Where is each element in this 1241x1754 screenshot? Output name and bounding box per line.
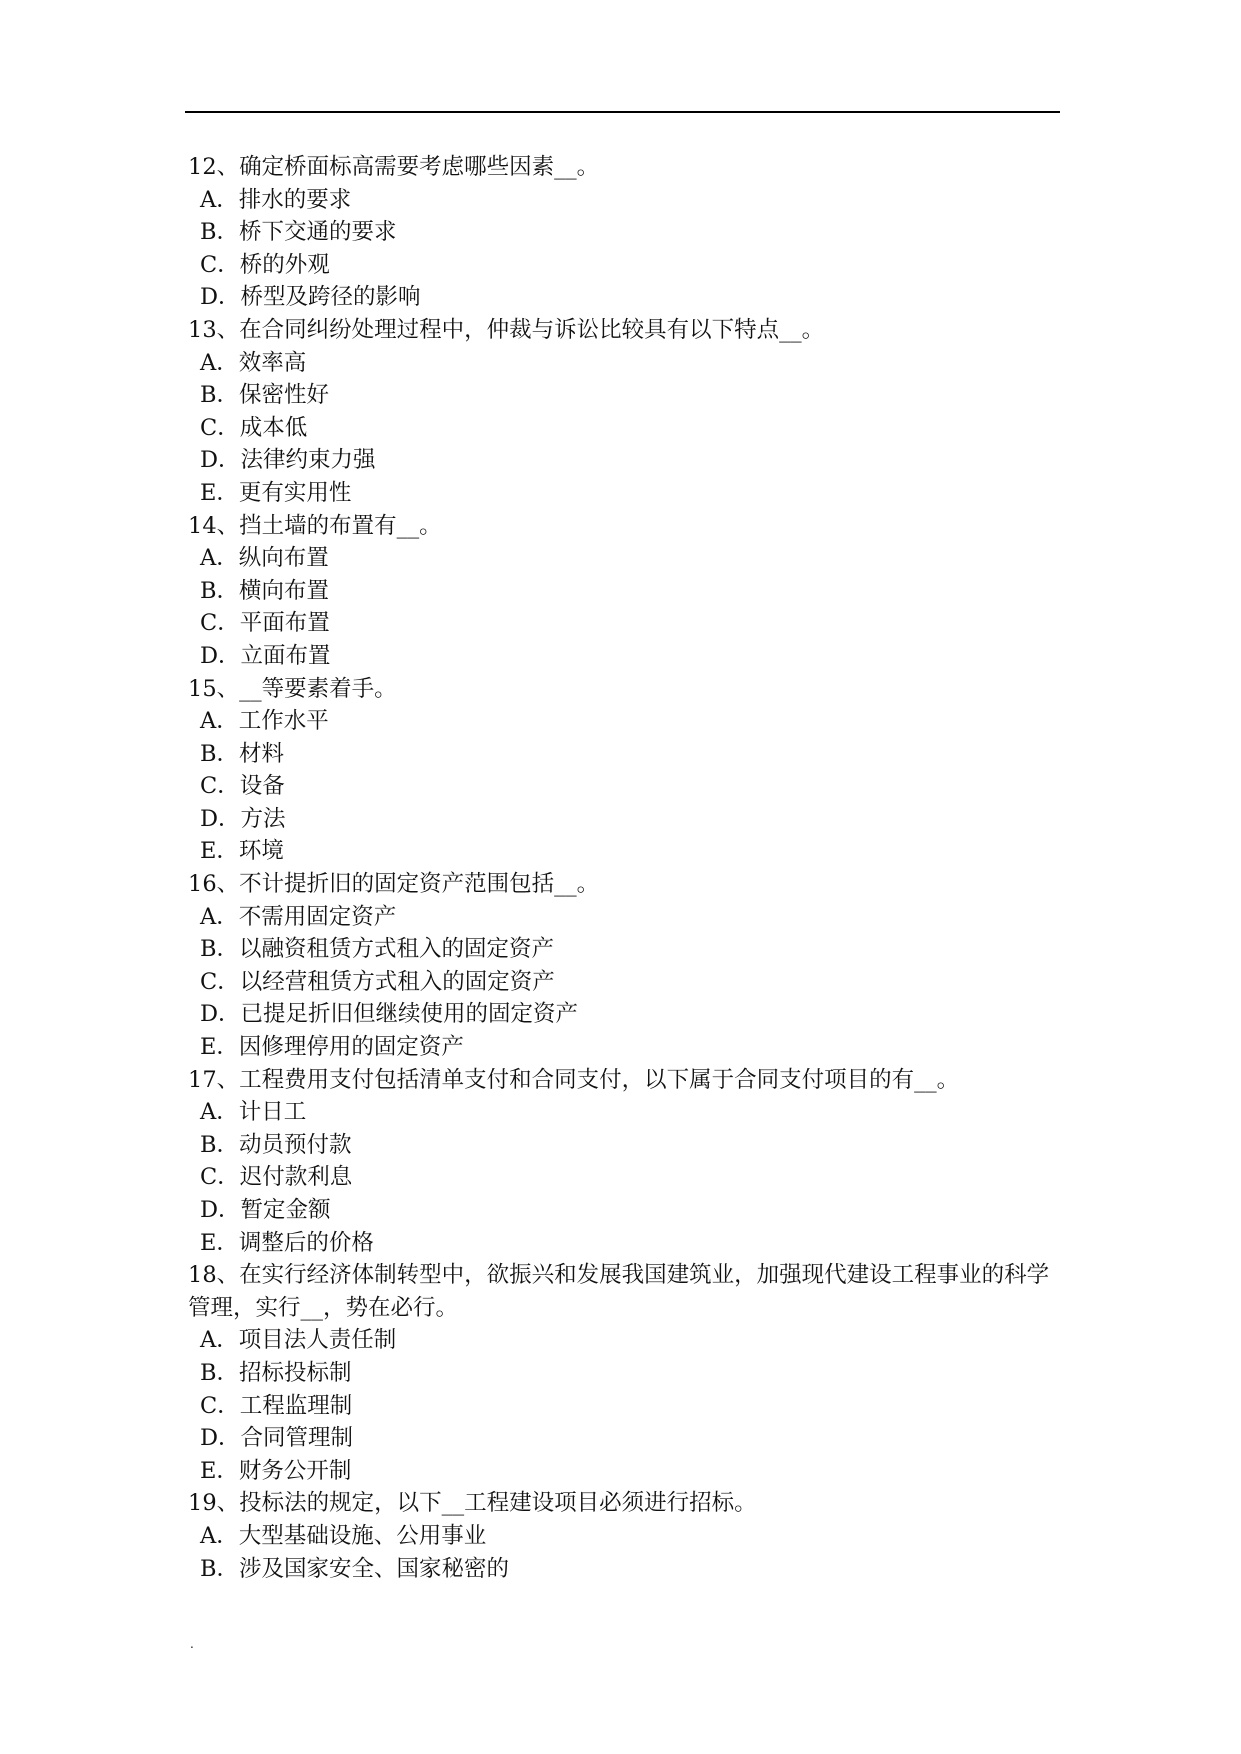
option-a: A．排水的要求 — [200, 186, 352, 213]
option-c: C．以经营租赁方式租入的固定资产 — [200, 968, 555, 995]
question-18 — [188, 1259, 1060, 1487]
question-19 — [188, 1487, 1060, 1585]
option-b: B．以融资租赁方式租入的固定资产 — [200, 936, 555, 963]
question-stem: 19、投标法的规定，以下__工程建设项目必须进行招标。 — [188, 1490, 757, 1517]
question-stem: 16、不计提折旧的固定资产范围包括__。 — [188, 871, 600, 898]
option-a: A．项目法人责任制 — [200, 1327, 397, 1354]
option-b: B．招标投标制 — [200, 1359, 352, 1386]
option-e: E．财务公开制 — [200, 1457, 352, 1484]
option-b: B．动员预付款 — [200, 1131, 352, 1158]
option-d: D．法律约束力强 — [200, 447, 376, 474]
option-a: A．大型基础设施、公用事业 — [200, 1522, 487, 1549]
option-e: E．因修理停用的固定资产 — [200, 1034, 464, 1061]
question-stem: 14、挡土墙的布置有__。 — [188, 512, 442, 539]
option-a: A．纵向布置 — [200, 545, 329, 572]
question-13 — [188, 314, 1060, 510]
question-12 — [188, 151, 1060, 314]
question-15 — [188, 673, 1060, 869]
option-a: A．工作水平 — [200, 708, 329, 735]
option-b: B．桥下交通的要求 — [200, 219, 397, 246]
option-e: E．调整后的价格 — [200, 1229, 374, 1256]
footer-mark: . — [190, 1637, 194, 1651]
option-e: E．环境 — [200, 838, 284, 865]
option-d: D．已提足折旧但继续使用的固定资产 — [200, 1001, 579, 1028]
option-d: D．合同管理制 — [200, 1425, 354, 1452]
question-17 — [188, 1064, 1060, 1260]
question-list — [188, 151, 1060, 1585]
option-d: D．立面布置 — [200, 642, 331, 669]
option-e: E．更有实用性 — [200, 479, 352, 506]
option-a: A．计日工 — [200, 1099, 307, 1126]
option-c: C．迟付款利息 — [200, 1164, 353, 1191]
option-a: A．不需用固定资产 — [200, 903, 397, 930]
question-stem: 17、工程费用支付包括清单支付和合同支付，以下属于合同支付项目的有__。 — [188, 1066, 960, 1093]
question-stem: 13、在合同纠纷处理过程中，仲裁与诉讼比较具有以下特点__。 — [188, 316, 825, 343]
option-c: C．设备 — [200, 773, 285, 800]
option-d: D．桥型及跨径的影响 — [200, 284, 421, 311]
header-rule — [185, 111, 1060, 113]
question-16 — [188, 868, 1060, 1064]
option-c: C．平面布置 — [200, 610, 330, 637]
option-b: B．材料 — [200, 740, 285, 767]
option-b: B．横向布置 — [200, 577, 330, 604]
option-d: D．方法 — [200, 805, 286, 832]
option-d: D．暂定金额 — [200, 1197, 331, 1223]
option-c: C．桥的外观 — [200, 251, 330, 278]
option-b: B．涉及国家安全、国家秘密的 — [200, 1555, 510, 1582]
option-b: B．保密性好 — [200, 382, 330, 409]
question-stem: 12、确定桥面标高需要考虑哪些因素__。 — [188, 154, 600, 180]
option-a: A．效率高 — [200, 349, 307, 376]
question-stem: 15、__等要素着手。 — [188, 675, 397, 702]
question-14 — [188, 510, 1060, 673]
option-c: C．工程监理制 — [200, 1392, 353, 1419]
option-c: C．成本低 — [200, 414, 308, 441]
question-stem: 18、在实行经济体制转型中，欲振兴和发展我国建筑业，加强现代建设工程事业的科学管理，实行__，势在必行。 — [188, 1262, 1050, 1321]
